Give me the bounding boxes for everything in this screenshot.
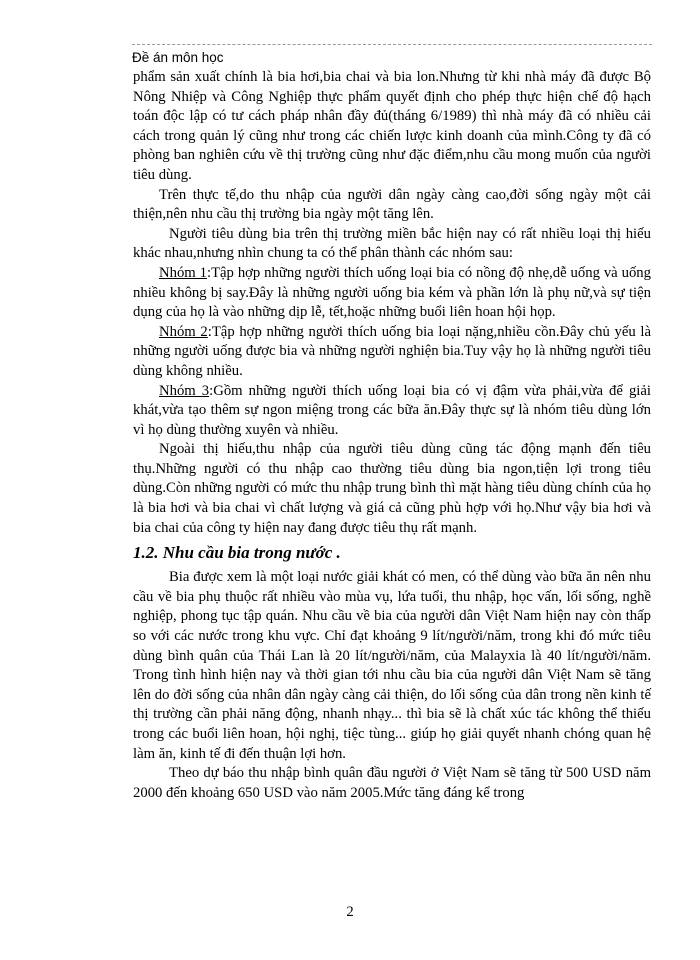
- paragraph-group-2: [133, 323, 651, 382]
- paragraph-group-1: [133, 264, 651, 323]
- paragraph-group-3: [133, 382, 651, 441]
- paragraph: Bia được xem là một loại nước giải khát có men, có thể dùng vào bữa ăn nên nhu cầu về bia phụ thuộc rất nhiều vào mùa vụ, lứa tuổi, thu nhập, học vấn, lối sống, nghề nghiệp, phong tục tập quán. Nhu cầu về bia của người dân Việt Nam hiện nay còn thấp so với các nước trong khu vực. Chỉ đạt khoảng 9 lít/người/năm, trong khi đó mức tiêu dùng bình quân của Thái Lan là 20 lít/người/năm, của Malayxia là 40 lít/người/năm. Trong tình hình hiện nay và thời gian tới nhu cầu bia của người dân Việt Nam sẽ tăng lên do đời sống của nhân dân ngày càng cải thiện, do lối sống của dân trong nền kinh tế thị trường cần phải năng động, nhanh nhạy... thì bia sẽ là chất xúc tác không thể thiếu trong các buổi liên hoan, hội nghị, tiệc tùng... giúp họ giải quyết nhanh chóng quan hệ làm ăn, kinh tế đi đến thuận lợi hơn.: [133, 569, 651, 762]
- paragraph: Trên thực tế,do thu nhập của người dân ngày càng cao,đời sống ngày một cải thiện,nên nhu cầu thị trường bia ngày một tăng lên.: [133, 186, 651, 223]
- paragraph: Theo dự báo thu nhập bình quân đầu người ở Việt Nam sẽ tăng từ 500 USD năm 2000 đến khoảng 650 USD vào năm 2005.Mức tăng đáng kể trong: [133, 765, 651, 801]
- group-label: Nhóm 1: [159, 264, 207, 281]
- page-body: [133, 68, 651, 803]
- paragraph: Người tiêu dùng bia trên thị trường miền bắc hiện nay có rất nhiều loại thị hiếu khác nhau,nhưng nhìn chung ta có thể phân thành các nhóm sau:: [133, 225, 651, 262]
- group-label: Nhóm 2: [159, 323, 208, 340]
- page-header: [132, 44, 652, 67]
- paragraph: phẩm sản xuất chính là bia hơi,bia chai và bia lon.Nhưng từ khi nhà máy đã được Bộ Nông Nhiệp và Công Nghiệp thực phẩm quyết định cho phép thực hiện chế độ hạch toán độc lập có tư cách pháp nhân đầy đủ(tháng 6/1989) thì nhà máy đã có nhiều cải cách trong quản lý cũng như trong các chiến lược kinh doanh của mình.Công ty đã có phòng ban nghiên cứu về thị trường cũng như đặc điểm,nhu cầu mong muốn của người tiêu dùng.: [133, 69, 651, 183]
- group-text: :Tập hợp những người thích uống loại bia có nồng độ nhẹ,dễ uống và uống nhiều không bị say.Đây là những người uống bia kém và phần lớn là phụ nữ,và sự tiện dụng của họ là vào những dịp lễ, tết,hoặc những buổi liên hoan hội họp.: [133, 264, 651, 321]
- group-label: Nhóm 3: [159, 382, 210, 399]
- paragraph: Ngoài thị hiếu,thu nhập của người tiêu dùng cũng tác động mạnh đến tiêu thụ.Những người có thu nhập cao thường tiêu dùng bia ngon,tiện lợi trong tiêu dùng.Còn những người có mức thu nhập trung bình thì mặt hàng tiêu dùng chính của họ là bia hơi và bia chai vì chất lượng và giá cả cũng phù hợp với họ.Như vậy bia hơi và bia chai của công ty hiện nay đang được tiêu thụ rất mạnh.: [133, 441, 651, 536]
- section-heading: 1.2. Nhu cầu bia trong nước .: [133, 543, 341, 563]
- header-rule: [132, 44, 652, 45]
- group-text: :Tập hợp những người thích uống bia loại nặng,nhiều cồn.Đây chủ yếu là những người uống được bia và những người nghiện bia.Tuy vậy họ là những người tiêu dùng không nhiều.: [133, 323, 652, 379]
- group-text: :Gồm những người thích uống loại bia có vị đậm vừa phải,vừa để giải khát,vừa tạo thêm sự ngon miệng trong các bữa ăn.Đây thực sự là nhóm tiêu dùng lớn vì họ dùng thường xuyên và nhiều.: [133, 382, 651, 438]
- page-number: 2: [346, 904, 354, 920]
- header-title: Đề án môn học: [132, 50, 224, 65]
